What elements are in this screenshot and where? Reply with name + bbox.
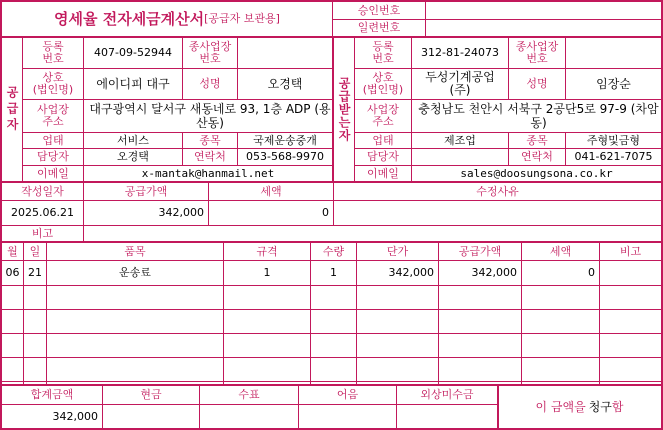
receivable-amount (397, 405, 497, 428)
items-row-1-day: 21 (28, 266, 42, 279)
items-row-2-supply (439, 286, 521, 309)
buyer-phone-label: 연락처 (521, 150, 553, 163)
buyer-biz-item-label: 종목 (526, 133, 548, 147)
buyer-sub-biz-label: 종사업장 번호 (515, 40, 559, 65)
items-row-1-unit-price: 342,000 (388, 266, 434, 279)
items-header-item: 품목 (124, 244, 146, 258)
buyer-reg-no: 312-81-24073 (421, 46, 499, 59)
items-row-4-month (2, 334, 23, 357)
invoice-copy-type: [공급자 보관용] (204, 12, 280, 25)
items-row-1-month: 06 (5, 266, 20, 279)
buyer-email: sales@doosungsona.co.kr (460, 166, 613, 180)
items-row-2-month (2, 286, 23, 309)
items-header-note: 비고 (619, 244, 642, 258)
items-row-5-spec (224, 358, 310, 381)
supply-amount-label: 공급가액 (124, 184, 168, 198)
total-amount-label: 합계금액 (30, 388, 74, 401)
items-header-qty: 수량 (322, 244, 345, 258)
items-header-month: 월 (7, 244, 18, 258)
buyer-manager (412, 149, 508, 165)
supplier-ceo-label: 성명 (199, 77, 221, 90)
items-row-4-day (24, 334, 46, 357)
items-row-3-spec (224, 310, 310, 333)
items-row-3-unit-price (357, 310, 438, 333)
cash-label: 현금 (140, 388, 162, 401)
buyer-name: 두성기계공업 (주) (425, 70, 495, 97)
items-row-4-tax (522, 334, 599, 357)
buyer-biz-item: 주형및금형 (586, 133, 641, 147)
items-row-4-supply (439, 334, 521, 357)
items-row-3-supply (439, 310, 521, 333)
supplier-address-label: 사업장 주소 (37, 103, 69, 128)
supplier-reg-no: 407-09-52944 (94, 46, 172, 59)
supplier-email: x-mantak@hanmail.net (141, 166, 275, 180)
buyer-side-label: 공급받는자 (337, 77, 351, 142)
items-row-1-note (600, 261, 661, 285)
items-row-2-spec (224, 286, 310, 309)
receivable-label: 외상미수금 (420, 388, 474, 401)
items-row-2-note (600, 286, 661, 309)
items-row-5-supply (439, 358, 521, 381)
items-header-spec: 규격 (256, 244, 278, 258)
check-label: 수표 (238, 388, 260, 401)
items-row-5-note (600, 358, 661, 381)
items-row-5-item (47, 358, 223, 381)
items-row-2-qty (311, 286, 356, 309)
items-row-4-spec (224, 334, 310, 357)
total-amount: 342,000 (52, 409, 98, 423)
serial-number-value (426, 19, 661, 36)
items-row-4-note (600, 334, 661, 357)
items-row-5-tax (522, 358, 599, 381)
supplier-biz-item: 국제운송중개 (253, 133, 317, 147)
remarks (84, 226, 661, 241)
invoice-title: 영세율 전자세금계산서 [공급자 보관용] (54, 10, 280, 28)
tax-amount: 0 (322, 206, 329, 219)
items-row-3-note (600, 310, 661, 333)
revision-reason (334, 201, 661, 225)
cash-amount (103, 405, 199, 428)
items-row-4-unit-price (357, 334, 438, 357)
buyer-email-label: 이메일 (367, 166, 399, 180)
supplier-biz-type: 서비스 (117, 133, 149, 147)
supplier-address: 대구광역시 달서구 새동네로 93, 1층 ADP (용산동) (89, 102, 331, 130)
items-row-1-qty: 1 (330, 266, 337, 279)
buyer-reg-no-label: 등록 번호 (372, 40, 394, 65)
items-row-4-item (47, 334, 223, 357)
buyer-manager-label: 담당자 (367, 150, 399, 163)
tax-amount-label: 세액 (260, 184, 282, 198)
promissory-note-amount (299, 405, 396, 428)
items-row-1-tax: 0 (588, 266, 595, 279)
supplier-name-label: 상호 (법인명) (32, 71, 74, 96)
items-row-3-month (2, 310, 23, 333)
supplier-manager-label: 담당자 (37, 150, 69, 163)
supply-amount: 342,000 (158, 206, 204, 219)
items-row-2-unit-price (357, 286, 438, 309)
items-row-3-qty (311, 310, 356, 333)
items-row-5-month (2, 358, 23, 381)
buyer-name-label: 상호 (법인명) (362, 71, 404, 96)
approval-number-label: 승인번호 (357, 3, 401, 17)
remarks-label: 비고 (31, 226, 54, 240)
supplier-biz-type-label: 업태 (42, 133, 64, 147)
revision-reason-label: 수정사유 (476, 184, 519, 198)
items-header-unit-price: 단가 (386, 244, 409, 258)
buyer-address-label: 사업장 주소 (367, 103, 399, 128)
buyer-ceo: 임장순 (596, 77, 631, 91)
issue-date: 2025.06.21 (11, 206, 74, 219)
serial-number-label: 일련번호 (357, 20, 401, 34)
supplier-reg-no-label: 등록 번호 (42, 40, 64, 65)
items-row-3-item (47, 310, 223, 333)
items-row-2-day (24, 286, 46, 309)
issue-date-label: 작성일자 (21, 184, 64, 198)
supplier-phone: 053-568-9970 (246, 150, 324, 163)
items-header-tax: 세액 (549, 244, 572, 258)
buyer-phone: 041-621-7075 (574, 150, 653, 163)
buyer-address: 충청남도 천안시 서북구 2공단5로 97-9 (차암동) (418, 102, 659, 130)
claim-word: 청구 (588, 400, 612, 414)
items-row-5-qty (311, 358, 356, 381)
buyer-ceo-label: 성명 (526, 77, 548, 90)
buyer-sub-biz (566, 38, 661, 68)
check-amount (200, 405, 298, 428)
items-row-2-tax (522, 286, 599, 309)
supplier-sub-biz-label: 종사업장 번호 (188, 40, 232, 65)
items-row-1-item: 운송료 (119, 266, 151, 279)
approval-number-value (426, 2, 661, 19)
items-row-3-tax (522, 310, 599, 333)
supplier-biz-item-label: 종목 (199, 133, 221, 147)
items-row-1-spec: 1 (263, 266, 271, 279)
items-row-2-item (47, 286, 223, 309)
buyer-biz-type-label: 업태 (372, 133, 394, 147)
supplier-name: 에이디피 대구 (96, 77, 170, 91)
claim-statement: 이 금액을 청구 함 (535, 400, 624, 414)
buyer-biz-type: 제조업 (444, 133, 476, 147)
supplier-email-label: 이메일 (37, 166, 69, 180)
items-header-supply: 공급가액 (458, 244, 502, 258)
supplier-manager: 오경택 (117, 150, 149, 163)
supplier-sub-biz (238, 38, 332, 68)
items-row-4-qty (311, 334, 356, 357)
supplier-side-label: 공급자 (5, 85, 19, 134)
items-row-5-day (24, 358, 46, 381)
supplier-phone-label: 연락처 (194, 150, 226, 163)
items-row-5-unit-price (357, 358, 438, 381)
items-row-3-day (24, 310, 46, 333)
items-row-1-supply: 342,000 (471, 266, 517, 279)
supplier-ceo: 오경택 (267, 77, 303, 91)
promissory-note-label: 어음 (336, 388, 359, 401)
items-header-day: 일 (29, 244, 41, 258)
